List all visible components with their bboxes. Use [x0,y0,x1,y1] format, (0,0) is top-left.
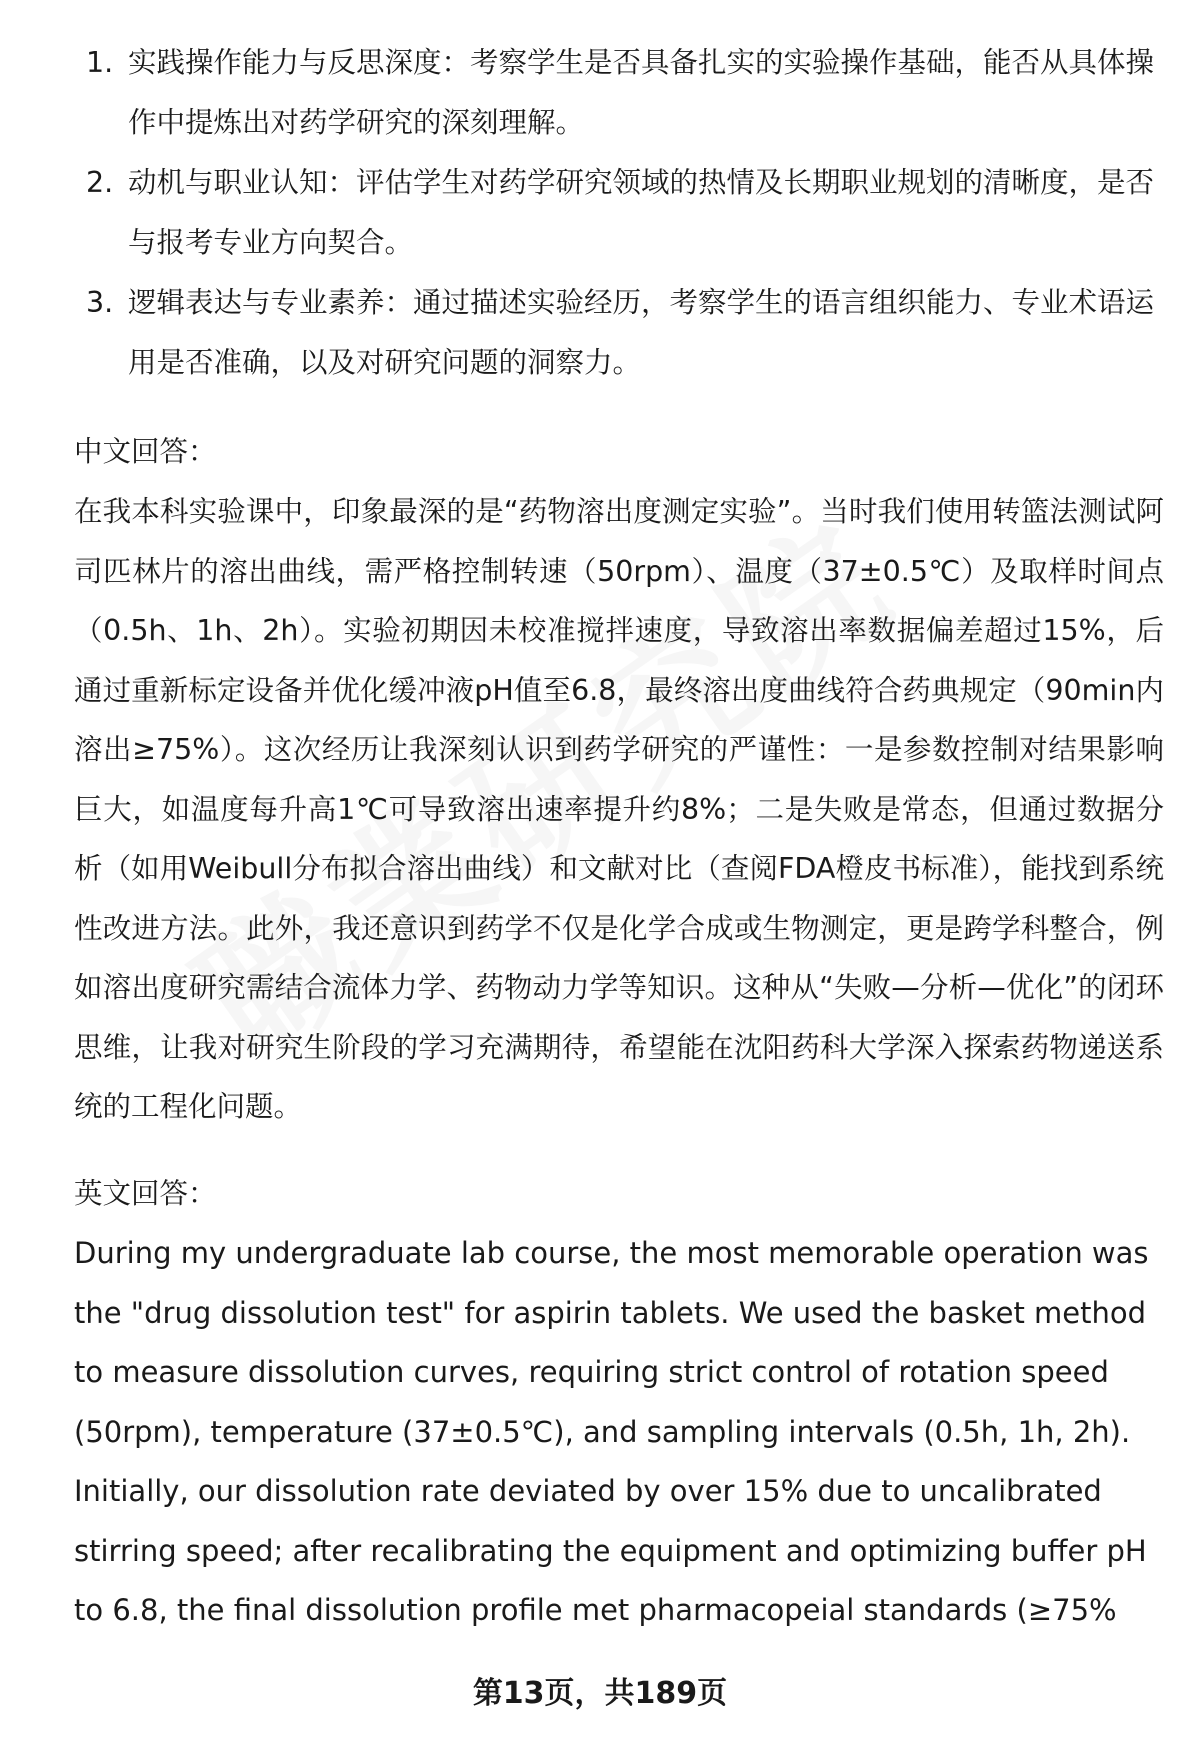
list-number: 1. [86,46,114,79]
english-answer-section [74,1164,1164,1641]
english-answer-body: During my undergraduate lab course, the most memorable operation was the "drug dissolution test" for aspirin tablets. We used the basket method to measure dissolution curves, requiring strict control of rotation speed (50rpm), temperature (37±0.5℃), and sampling intervals (0.5h, 1h, 2h). Initially, our dissolution rate deviated by over 15% due to uncalibrated stirring speed; after recalibrating the equipment and optimizing buffer pH to 6.8, the final dissolution profile met pharmacopeial standards (≥75% [74,1236,1149,1627]
english-answer-heading: 英文回答： [74,1177,217,1210]
page-number: 第13页，共189页 [472,1676,728,1711]
chinese-answer-section [74,422,1164,1137]
list-item [74,153,1164,273]
list-number: 2. [86,166,114,199]
list-text: 实践操作能力与反思深度：考察学生是否具备扎实的实验操作基础，能否从具体操作中提炼出对药学研究的深刻理解。 [128,46,1155,139]
list-item [74,33,1164,153]
chinese-answer-heading: 中文回答： [74,435,217,468]
list-text: 逻辑表达与专业素养：通过描述实验经历，考察学生的语言组织能力、专业术语运用是否准确，以及对研究问题的洞察力。 [128,286,1155,379]
chinese-answer-body: 在我本科实验课中，印象最深的是“药物溶出度测定实验”。当时我们使用转篮法测试阿司匹林片的溶出曲线，需严格控制转速（50rpm）、温度（37±0.5℃）及取样时间点（0.5h、1h、2h）。实验初期因未校准搅拌速度，导致溶出率数据偏差超过15%，后通过重新标定设备并优化缓冲液pH值至6.8，最终溶出度曲线符合药典规定（90min内溶出≥75%）。这次经历让我深刻认识到药学研究的严谨性：一是参数控制对结果影响巨大，如温度每升高1℃可导致溶出速率提升约8%；二是失败是常态，但通过数据分析（如用Weibull分布拟合溶出曲线）和文献对比（查阅FDA橙皮书标准），能找到系统性改进方法。此外，我还意识到药学不仅是化学合成或生物测定，更是跨学科整合，例如溶出度研究需结合流体力学、药物动力学等知识。这种从“失败—分析—优化”的闭环思维，让我对研究生阶段的学习充满期待，希望能在沈阳药科大学深入探索药物递送系统的工程化问题。 [74,495,1164,1123]
list-text: 动机与职业认知：评估学生对药学研究领域的热情及长期职业规划的清晰度，是否与报考专业方向契合。 [128,166,1155,259]
criteria-list [74,33,1164,393]
list-item [74,273,1164,393]
list-number: 3. [86,286,114,319]
